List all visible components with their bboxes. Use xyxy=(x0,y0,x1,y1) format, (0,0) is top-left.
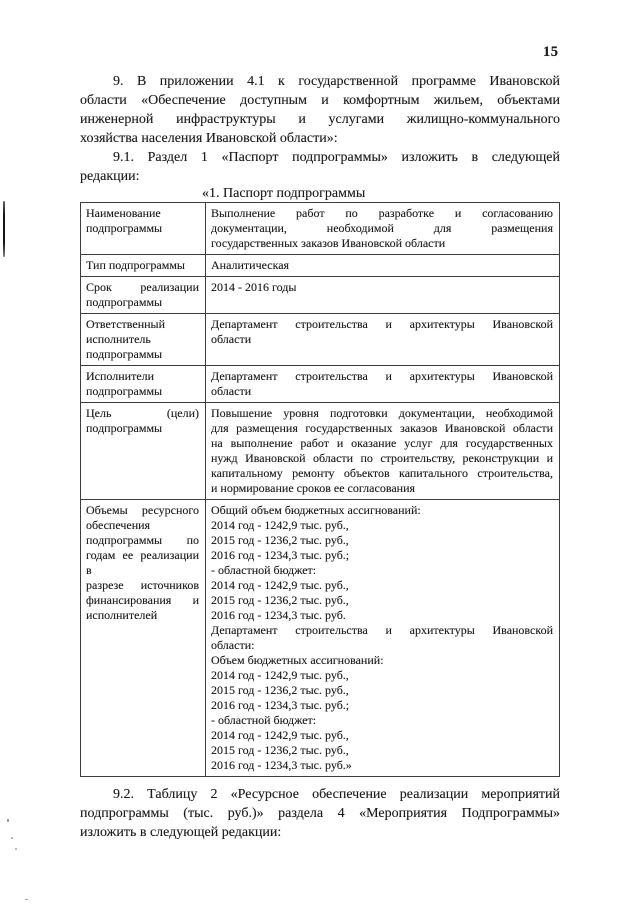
text-line: финансирования и xyxy=(86,593,199,607)
text-line: 2016 год - 1234,3 тыс. руб. xyxy=(211,608,346,622)
passport-table-body xyxy=(81,203,560,777)
paragraph-9-1 xyxy=(80,148,560,186)
row-value-cell xyxy=(206,255,560,277)
text-line: 2014 - 2016 годы xyxy=(211,280,297,294)
row-label-cell xyxy=(81,203,206,255)
text-line: изложить в следующей редакции: xyxy=(80,825,282,840)
text-line: обеспечения xyxy=(86,518,151,532)
scan-speck xyxy=(7,819,9,822)
row-value-cell xyxy=(206,203,560,255)
text-line: исполнитель xyxy=(86,332,151,346)
table-row xyxy=(81,277,560,314)
text-line: нужд Ивановской области по строительству, реконструкции и xyxy=(211,451,553,465)
text-line: области «Обеспечение доступным и комфортным жильем, объектами xyxy=(80,93,560,108)
text-line: 2014 год - 1242,9 тыс. руб., xyxy=(211,518,349,532)
text-line: 9.2. Таблицу 2 «Ресурсное обеспечение реализации мероприятий xyxy=(113,787,560,802)
row-value-cell xyxy=(206,366,560,403)
text-line: 2015 год - 1236,2 тыс. руб., xyxy=(211,593,349,607)
page-number: 15 xyxy=(543,44,559,60)
text-line: хозяйства населения Ивановской области»: xyxy=(80,131,338,146)
scan-speck xyxy=(11,837,13,839)
passport-table xyxy=(80,202,560,777)
text-line: Выполнение работ по разработке и согласованию xyxy=(211,206,553,220)
text-line: Департамент строительства и архитектуры Ивановской xyxy=(211,317,553,331)
text-line: 2015 год - 1236,2 тыс. руб., xyxy=(211,743,349,757)
text-line: Наименование xyxy=(86,206,161,220)
paragraph-9 xyxy=(80,72,560,148)
table-row xyxy=(81,203,560,255)
text-line: инженерной инфраструктуры и услугами жилищно-коммунального xyxy=(80,112,560,127)
table-row xyxy=(81,403,560,500)
text-line: Объемы ресурсного xyxy=(86,503,199,517)
text-line: государственных заказов Ивановской области xyxy=(211,236,446,250)
text-line: Департамент строительства и архитектуры Ивановской xyxy=(211,369,553,383)
text-line: подпрограммы по xyxy=(86,533,199,547)
text-line: области: xyxy=(211,638,255,652)
text-line: подпрограммы xyxy=(86,295,163,309)
text-line: 2016 год - 1234,3 тыс. руб.; xyxy=(211,548,350,562)
text-line: Повышение уровня подготовки документации, необходимой xyxy=(211,406,553,420)
row-value-cell xyxy=(206,403,560,500)
scan-artifact-line xyxy=(3,201,5,257)
row-value-cell xyxy=(206,314,560,366)
table-row xyxy=(81,366,560,403)
text-line: Объем бюджетных ассигнований: xyxy=(211,653,384,667)
text-line: 2014 год - 1242,9 тыс. руб., xyxy=(211,728,349,742)
text-line: подпрограммы xyxy=(86,421,163,435)
row-value-cell xyxy=(206,500,560,777)
text-line: разрезе источников xyxy=(86,578,199,592)
row-label-cell xyxy=(81,314,206,366)
row-label-cell xyxy=(81,255,206,277)
scan-speck xyxy=(25,899,28,900)
text-line: исполнителей xyxy=(86,608,158,622)
text-line: Общий объем бюджетных ассигнований: xyxy=(211,503,421,517)
text-line: - областной бюджет: xyxy=(211,713,317,727)
text-line: Департамент строительства и архитектуры Ивановской xyxy=(211,623,553,637)
row-label-cell xyxy=(81,403,206,500)
text-line: редакции: xyxy=(80,169,140,184)
text-line: для размещения государственных заказов Ивановской области xyxy=(211,421,553,435)
table-row xyxy=(81,255,560,277)
text-line: Тип подпрограммы xyxy=(86,258,185,272)
text-line: 2014 год - 1242,9 тыс. руб., xyxy=(211,668,349,682)
text-line: документации, необходимой для размещения xyxy=(211,221,553,235)
text-line: Срок реализации xyxy=(86,280,199,294)
text-line: капитальному ремонту объектов капитального строительства, xyxy=(211,466,553,480)
text-line: Цель (цели) xyxy=(86,406,199,420)
document-content xyxy=(80,72,560,842)
text-line: 2016 год - 1234,3 тыс. руб.; xyxy=(211,698,350,712)
row-value-cell xyxy=(206,277,560,314)
text-line: Исполнители xyxy=(86,369,155,383)
text-line: - областной бюджет: xyxy=(211,563,317,577)
text-line: подпрограммы xyxy=(86,221,163,235)
text-line: на выполнение работ и оказание услуг для государственных xyxy=(211,436,553,450)
text-line: области xyxy=(211,384,252,398)
text-line: 2015 год - 1236,2 тыс. руб., xyxy=(211,533,349,547)
paragraph-9-2 xyxy=(80,785,560,842)
text-line: Ответственный xyxy=(86,317,166,331)
row-label-cell xyxy=(81,277,206,314)
text-line: 2016 год - 1234,3 тыс. руб.» xyxy=(211,758,352,772)
text-line: подпрограммы (тыс. руб.)» раздела 4 «Мероприятия Подпрограммы» xyxy=(80,806,560,821)
scan-speck xyxy=(15,848,17,850)
table-row xyxy=(81,500,560,777)
text-line: подпрограммы xyxy=(86,384,163,398)
text-line: 2015 год - 1236,2 тыс. руб., xyxy=(211,683,349,697)
table-caption: «1. Паспорт подпрограммы xyxy=(202,186,366,201)
row-label-cell xyxy=(81,500,206,777)
text-line: и нормирование сроков ее согласования xyxy=(211,481,416,495)
text-line: области xyxy=(211,332,252,346)
text-line: Аналитическая xyxy=(211,258,290,272)
text-line: 9.1. Раздел 1 «Паспорт подпрограммы» изложить в следующей xyxy=(113,150,560,165)
row-label-cell xyxy=(81,366,206,403)
text-line: подпрограммы xyxy=(86,347,163,361)
text-line: годам ее реализации в xyxy=(86,548,199,577)
table-row xyxy=(81,314,560,366)
text-line: 9. В приложении 4.1 к государственной программе Ивановской xyxy=(113,74,560,89)
text-line: 2014 год - 1242,9 тыс. руб., xyxy=(211,578,349,592)
